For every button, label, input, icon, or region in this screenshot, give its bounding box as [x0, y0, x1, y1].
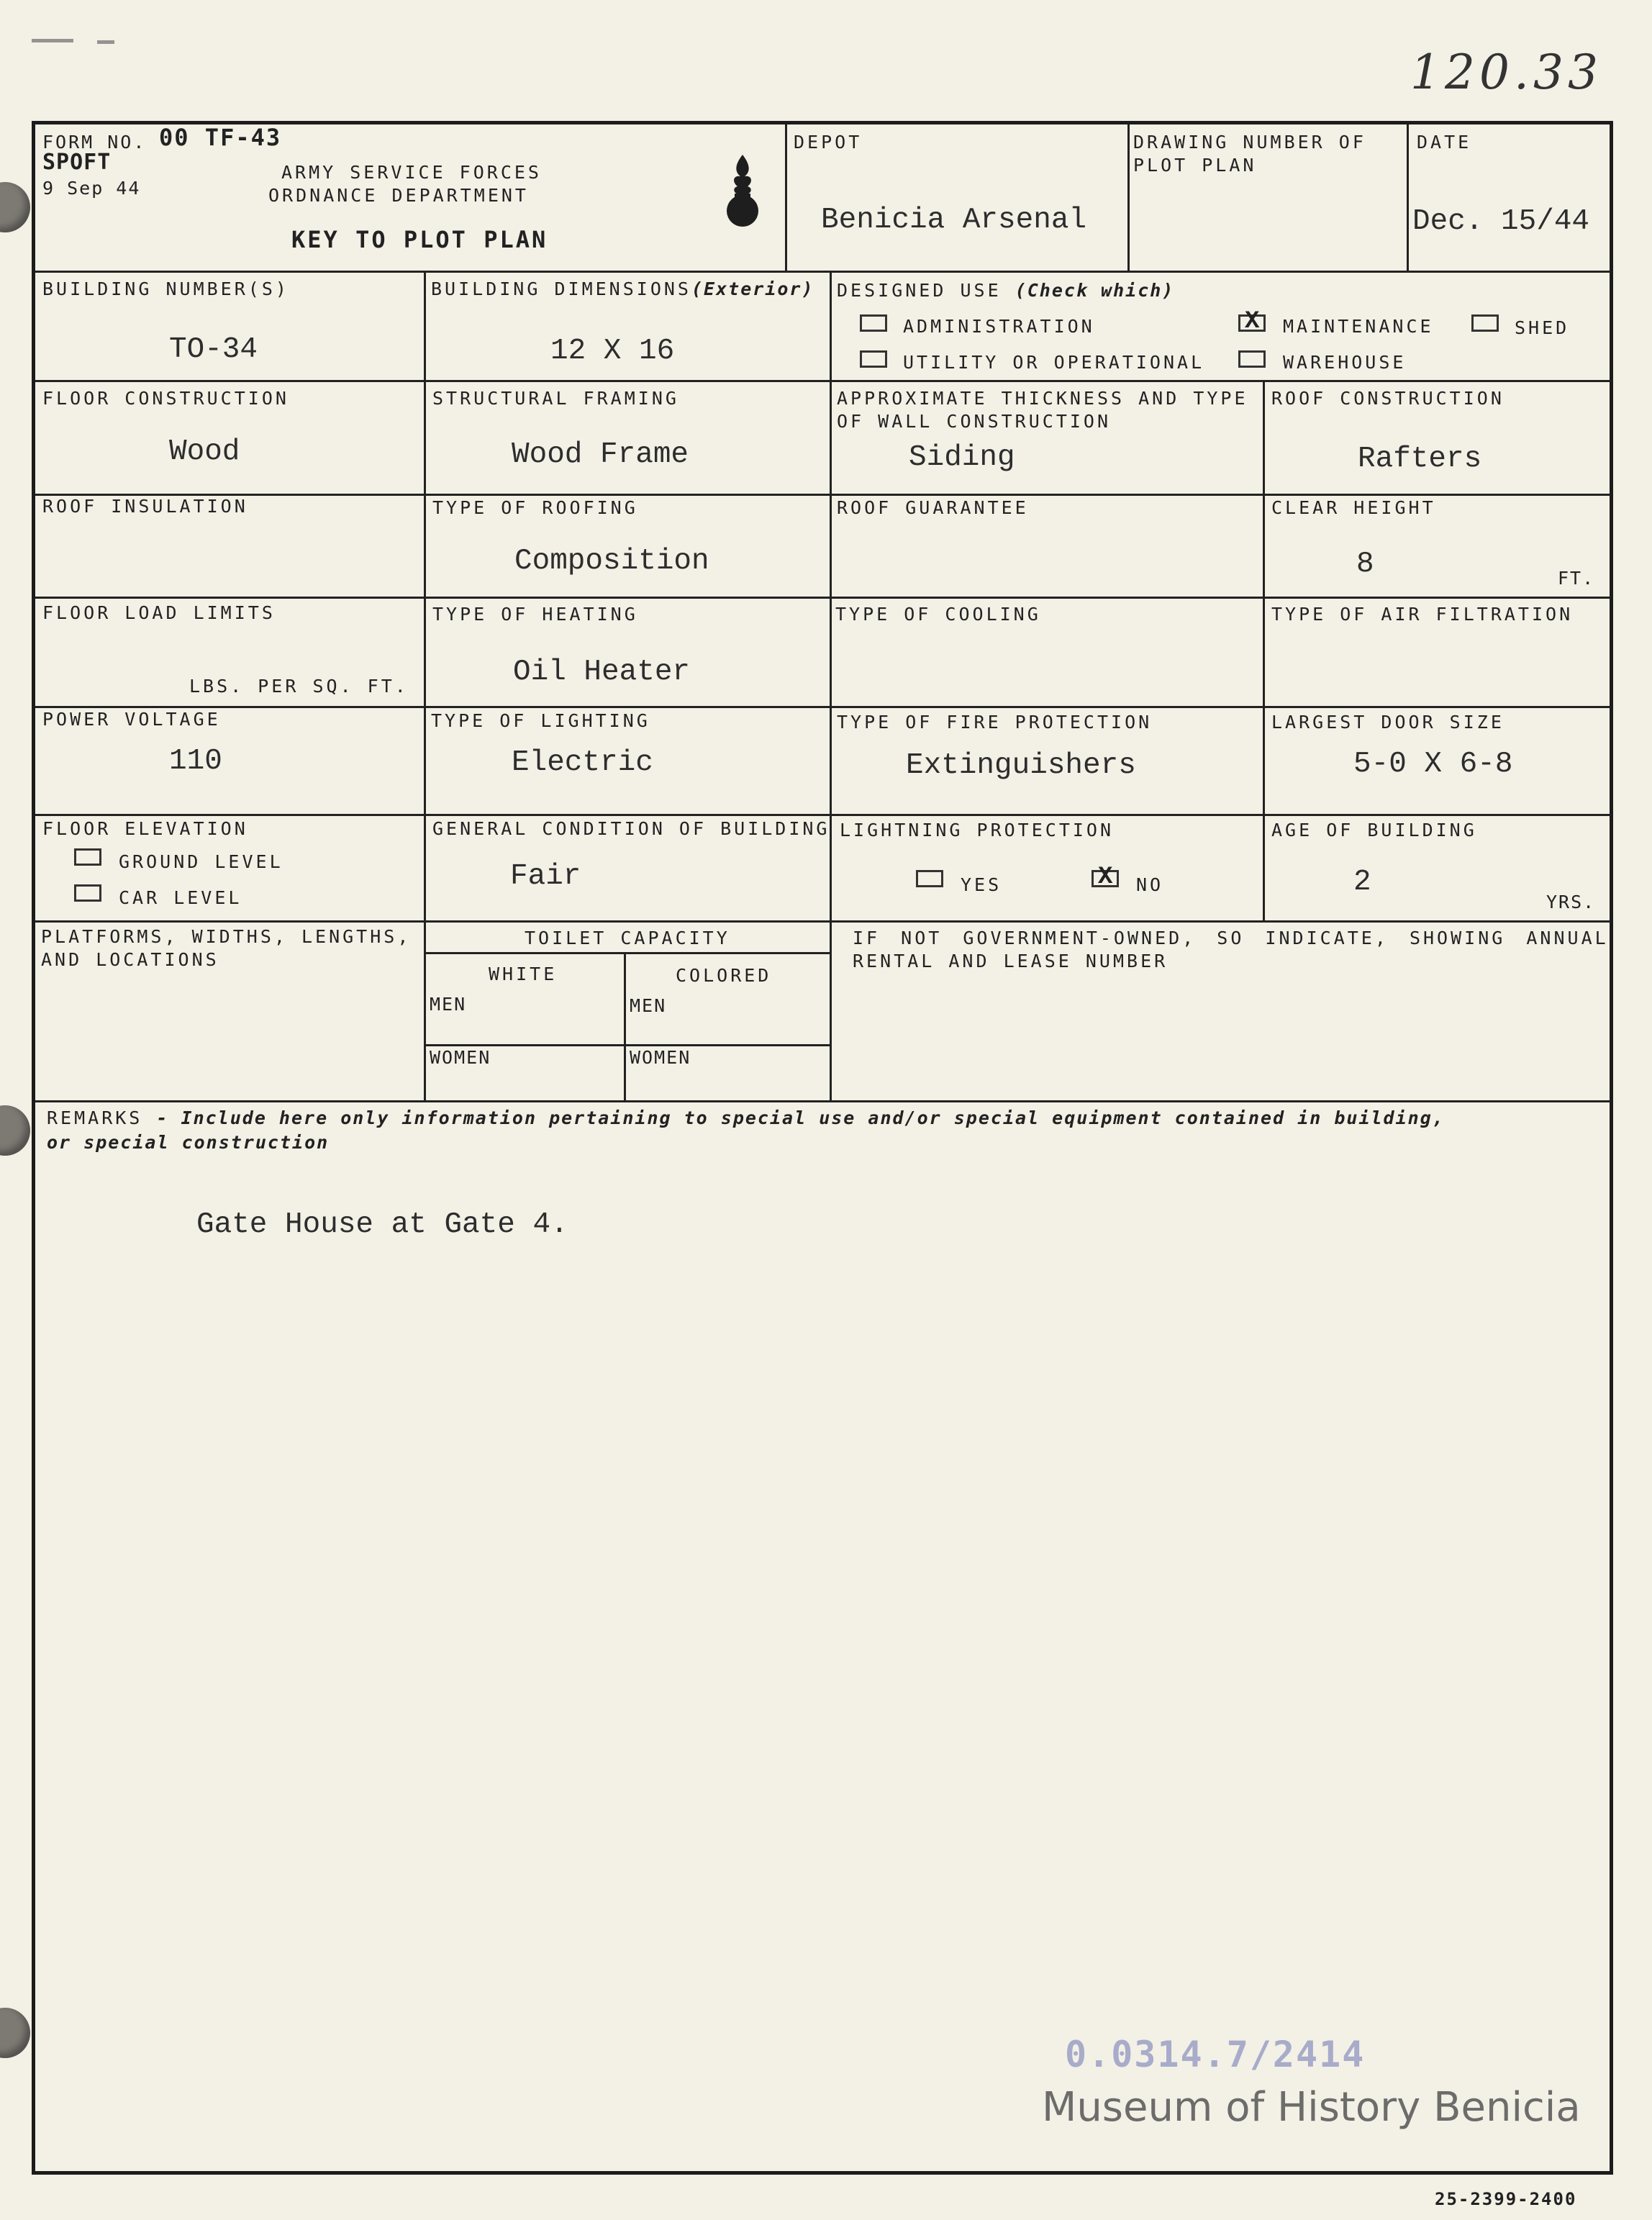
ordnance-flaming-bomb-icon	[725, 153, 761, 228]
platforms-label: PLATFORMS, WIDTHS, LENGTHS,	[41, 926, 412, 947]
wall-construction-label-2: OF WALL CONSTRUCTION	[837, 411, 1112, 432]
binder-hole	[0, 1105, 30, 1156]
platforms-label-2: AND LOCATIONS	[41, 949, 219, 970]
age-of-building-label: AGE OF BUILDING	[1271, 820, 1477, 841]
ground-level-checkbox[interactable]	[74, 848, 101, 866]
shed-checkbox[interactable]	[1471, 314, 1499, 332]
administration-checkbox[interactable]	[860, 314, 887, 332]
depot-value: Benicia Arsenal	[821, 204, 1087, 237]
rental-label: IF NOT GOVERNMENT-OWNED, SO INDICATE, SHOWING ANNUAL	[853, 928, 1609, 948]
floor-construction: Wood	[169, 435, 240, 468]
lightning-protection-label: LIGHTNING PROTECTION	[840, 820, 1115, 841]
power-voltage: 110	[169, 745, 222, 778]
type-of-roofing: Composition	[514, 545, 709, 578]
age-of-building: 2	[1353, 866, 1371, 899]
row-divider	[35, 380, 1611, 382]
wall-construction: Siding	[909, 441, 1015, 474]
col-divider	[1263, 380, 1265, 921]
row-divider	[35, 597, 1611, 599]
lightning-yes-checkbox[interactable]	[916, 870, 943, 887]
col-divider	[1127, 124, 1130, 271]
roof-construction: Rafters	[1358, 443, 1482, 476]
lightning-no-checkbox[interactable]: X	[1092, 870, 1119, 887]
drawing-number-label-2: PLOT PLAN	[1133, 155, 1257, 176]
structural-framing: Wood Frame	[512, 438, 689, 471]
form-no: 00 TF-43	[159, 124, 282, 151]
floor-construction-label: FLOOR CONSTRUCTION	[42, 388, 289, 409]
type-of-roofing-label: TYPE OF ROOFING	[432, 497, 638, 518]
key-to-plot-plan-form	[32, 121, 1613, 2175]
spoft-code: SPOFT	[42, 150, 112, 175]
warehouse-checkbox[interactable]	[1238, 350, 1266, 368]
museum-watermark: Museum of History Benicia	[1042, 2084, 1581, 2131]
rental-label-2: RENTAL AND LEASE NUMBER	[853, 951, 1168, 971]
utility-label: UTILITY OR OPERATIONAL	[903, 352, 1205, 373]
lightning-yes-label: YES	[961, 874, 1002, 895]
administration-label: ADMINISTRATION	[903, 316, 1095, 337]
toilet-white-women: WOMEN	[430, 1047, 491, 1068]
remarks-text: Gate House at Gate 4.	[196, 1208, 568, 1241]
maintenance-label: MAINTENANCE	[1283, 316, 1434, 337]
toilet-divider	[424, 952, 830, 954]
paper-smudge	[97, 40, 114, 44]
utility-checkbox[interactable]	[860, 350, 887, 368]
roof-construction-label: ROOF CONSTRUCTION	[1271, 388, 1504, 409]
designed-use-label: DESIGNED USE (Check which)	[837, 280, 1175, 301]
maintenance-checkbox[interactable]: X	[1238, 314, 1266, 332]
car-level-label: CAR LEVEL	[119, 887, 242, 908]
age-unit: YRS.	[1546, 892, 1596, 912]
building-dimensions: 12 X 16	[550, 335, 675, 368]
type-of-lighting: Electric	[512, 746, 653, 779]
paper-smudge	[32, 39, 73, 42]
structural-framing-label: STRUCTURAL FRAMING	[432, 388, 679, 409]
car-level-checkbox[interactable]	[74, 884, 101, 902]
ground-level-label: GROUND LEVEL	[119, 851, 283, 872]
binder-hole	[0, 2008, 30, 2058]
toilet-colored-men: MEN	[630, 995, 667, 1016]
form-no-label: FORM NO.	[42, 132, 147, 153]
remarks-label-2: or special construction	[47, 1132, 330, 1153]
shed-label: SHED	[1515, 317, 1570, 338]
type-of-heating: Oil Heater	[513, 656, 691, 689]
depot-label: DEPOT	[794, 132, 863, 153]
general-condition: Fair	[510, 860, 581, 893]
binder-hole	[0, 182, 30, 232]
col-divider	[424, 271, 426, 1101]
drawing-number-label: DRAWING NUMBER OF	[1133, 132, 1366, 153]
date-label: DATE	[1417, 132, 1472, 153]
clear-height-label: CLEAR HEIGHT	[1271, 497, 1436, 518]
lightning-no-label: NO	[1136, 874, 1164, 895]
building-number-label: BUILDING NUMBER(S)	[42, 278, 289, 299]
power-voltage-label: POWER VOLTAGE	[42, 709, 221, 730]
fire-protection: Extinguishers	[906, 749, 1136, 782]
largest-door-size: 5-0 X 6-8	[1353, 748, 1513, 781]
toilet-white-men: MEN	[430, 994, 467, 1015]
floor-elevation-label: FLOOR ELEVATION	[42, 818, 248, 839]
form-date: 9 Sep 44	[42, 178, 141, 199]
clear-height-unit: FT.	[1558, 568, 1595, 589]
row-divider	[35, 706, 1611, 708]
building-number: TO-34	[169, 333, 258, 366]
archive-stamp: 0.0314.7/2414	[1065, 2034, 1366, 2075]
date-value: Dec. 15/44	[1412, 205, 1590, 238]
type-of-lighting-label: TYPE OF LIGHTING	[431, 710, 650, 731]
warehouse-label: WAREHOUSE	[1283, 352, 1407, 373]
building-dimensions-label: BUILDING DIMENSIONS(Exterior)	[431, 278, 814, 299]
clear-height: 8	[1356, 548, 1374, 581]
floor-load-label: FLOOR LOAD LIMITS	[42, 602, 276, 623]
floor-load-unit: LBS. PER SQ. FT.	[189, 676, 409, 697]
toilet-white-header: WHITE	[489, 964, 558, 984]
toilet-capacity-label: TOILET CAPACITY	[525, 928, 730, 948]
form-title: KEY TO PLOT PLAN	[291, 226, 548, 253]
toilet-colored-women: WOMEN	[630, 1047, 691, 1068]
org-army-service-forces: ARMY SERVICE FORCES	[281, 162, 542, 183]
col-divider	[785, 124, 787, 271]
type-of-air-filtration-label: TYPE OF AIR FILTRATION	[1271, 604, 1574, 625]
row-divider	[35, 1100, 1611, 1102]
col-divider	[830, 271, 832, 1101]
roof-insulation-label: ROOF INSULATION	[42, 496, 248, 517]
remarks-label: REMARKS - Include here only information pertaining to special use and/or special equipment contained in building,	[47, 1107, 1445, 1128]
general-condition-label: GENERAL CONDITION OF BUILDING	[432, 818, 830, 839]
col-divider	[1407, 124, 1409, 271]
wall-construction-label: APPROXIMATE THICKNESS AND TYPE	[837, 388, 1248, 409]
type-of-cooling-label: TYPE OF COOLING	[835, 604, 1041, 625]
toilet-colored-header: COLORED	[676, 965, 772, 986]
org-ordnance-department: ORDNANCE DEPARTMENT	[268, 185, 529, 206]
row-divider	[35, 814, 1611, 816]
row-divider	[35, 920, 1611, 923]
roof-guarantee-label: ROOF GUARANTEE	[837, 497, 1029, 518]
largest-door-label: LARGEST DOOR SIZE	[1271, 712, 1504, 733]
toilet-col-divider	[624, 952, 626, 1100]
type-of-heating-label: TYPE OF HEATING	[432, 604, 638, 625]
row-divider	[35, 271, 1611, 273]
handwritten-catalog-number: 120.33	[1410, 45, 1602, 100]
form-code-footer: 25-2399-2400	[1435, 2189, 1577, 2209]
fire-protection-label: TYPE OF FIRE PROTECTION	[837, 712, 1153, 733]
